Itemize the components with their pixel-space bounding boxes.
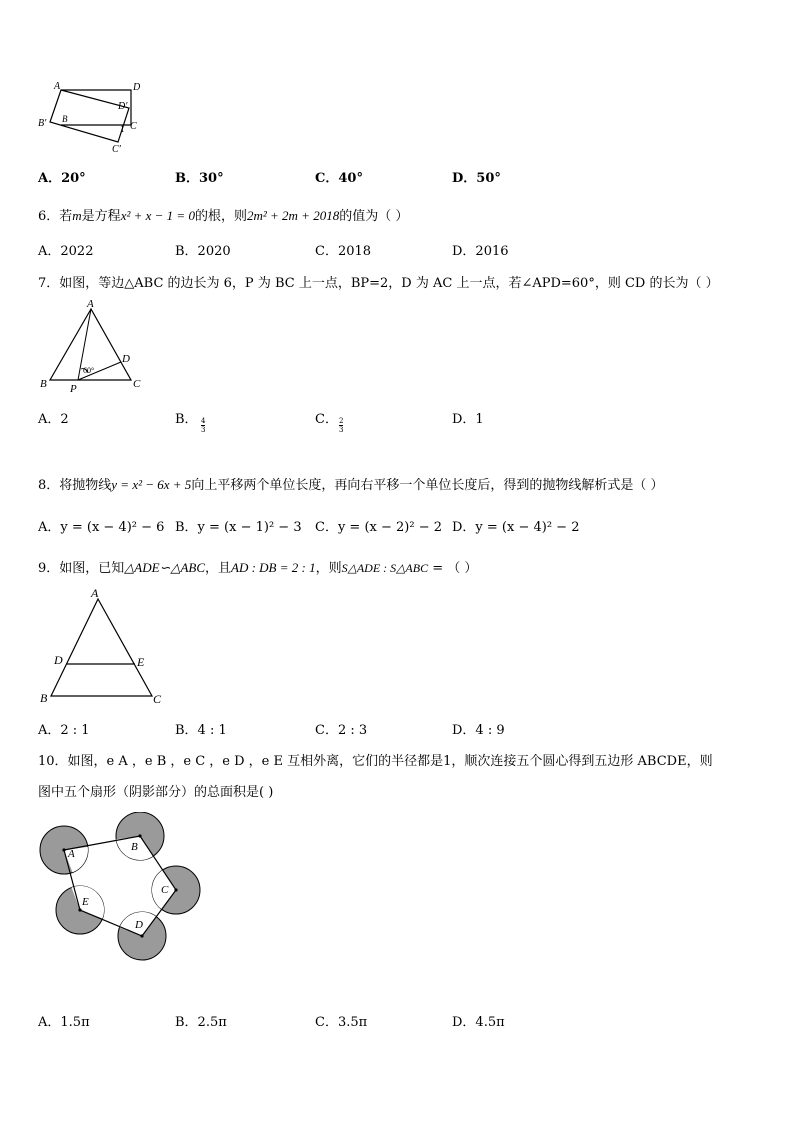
q8-equation: y = x² − 6x + 5 [111,477,192,492]
q6-text1: 是方程 [81,209,121,224]
q10-figure [34,812,204,968]
q5-option-d[interactable]: D．50° [452,171,501,186]
q9-option-b[interactable]: B．4 : 1 [175,723,227,738]
q5-label-C: C [130,121,137,132]
q10-option-b[interactable]: B．2.5π [175,1015,227,1030]
q7-figure [38,297,148,393]
q8-stem [38,474,663,493]
q10-stem-line2: 图中五个扇形（阴影部分）的总面积是( ) [38,785,274,800]
q5-label-B: B [62,114,68,124]
q10-option-a[interactable]: A．1.5π [38,1015,90,1030]
q6-option-b[interactable]: B．2020 [175,244,231,259]
q7-option-d[interactable]: D．1 [452,412,484,427]
q7-label-C: C [133,378,141,390]
q9-label-D: D [54,653,63,667]
q5-option-b[interactable]: B．30° [175,171,224,186]
q9-ratio: AD : DB = 2 : 1 [231,560,316,575]
q6-option-d[interactable]: D．2016 [452,244,509,259]
q10-label-B: B [131,841,138,853]
q7-option-c-denominator: 3 [339,426,344,434]
q5-label-1: 1 [120,124,125,134]
q5-option-a[interactable]: A．20° [38,171,86,186]
q6-num: 6．若 [38,209,73,224]
q6-expression: 2m² + 2m + 2018 [246,208,340,223]
q9-pre: 9．如图，已知 [38,561,125,576]
q8-option-a[interactable]: A．y = (x − 4)² − 6 [38,520,165,535]
q6-stem [38,205,408,224]
q9-stem [38,557,477,576]
q10-option-d[interactable]: D．4.5π [452,1015,505,1030]
q7-option-b-fraction [201,417,205,434]
q7-stem: 7．如图，等边△ABC 的边长为 6，P 为 BC 上一点，BP=2，D 为 AC 上一点，若∠APD=60°，则 CD 的长为（ ） [38,276,719,291]
q8-pre: 8．将抛物线 [38,478,112,493]
q7-angle-label: 60° [83,366,95,375]
q9-areas: S△ADE : S△ABC [341,561,429,575]
q9-mid: ，且 [205,561,232,576]
q10-option-c[interactable]: C．3.5π [315,1015,368,1030]
q5-figure [36,80,146,155]
q6-equation: x² + x − 1 = 0 [120,208,195,223]
q9-option-d[interactable]: D．4 : 9 [452,723,505,738]
q7-option-b-label: B． [175,412,198,427]
q7-option-a[interactable]: A．2 [38,412,69,427]
q8-option-d[interactable]: D．y = (x − 4)² − 2 [452,520,580,535]
q9-figure [38,585,168,707]
q9-option-a[interactable]: A．2 : 1 [38,723,90,738]
q9-post: = （ ） [428,561,478,576]
q6-text3: 的值为（ ） [339,209,409,224]
q8-option-b[interactable]: B．y = (x − 1)² − 3 [175,520,302,535]
q5-label-Dp: D′ [118,101,128,112]
q9-label-E: E [137,655,145,669]
q9-option-c[interactable]: C．2 : 3 [315,723,368,738]
q10-label-A: A [68,848,75,860]
q6-option-c[interactable]: C．2018 [315,244,372,259]
q9-label-C: C [153,692,162,706]
q8-post: 向上平移两个单位长度，再向右平移一个单位长度后，得到的抛物线解析式是（ ） [191,478,664,493]
q8-option-c[interactable]: C．y = (x − 2)² − 2 [315,520,442,535]
q9-triangle-abc [51,599,152,696]
q9-label-A: A [91,586,99,600]
q7-label-D: D [122,353,130,365]
q7-label-A: A [87,298,94,310]
q7-option-b[interactable] [175,408,206,434]
q5-option-c[interactable]: C．40° [315,171,363,186]
q6-text2: 的根，则 [194,209,247,224]
q9-mid2: ，则 [315,561,342,576]
q10-label-C: C [161,884,169,896]
q7-option-c[interactable] [315,408,344,434]
q5-label-D: D [133,82,141,93]
q9-similar: △ADE∽△ABC [124,560,205,575]
q6-option-a[interactable]: A．2022 [38,244,94,259]
q6-var-m: m [72,208,82,223]
q5-label-A: A [54,81,61,92]
q7-option-c-label: C． [315,412,338,427]
q10-label-D: D [135,919,143,931]
q7-option-c-numerator: 2 [339,417,344,425]
q7-option-c-fraction [339,417,343,434]
q7-label-P: P [70,383,77,393]
q10-stem-line1: 10．如图，e A ，e B ，e C ，e D ，e E 互相外离，它们的半径都是1，顺次连接五个圆心得到五边形 ABCDE，则 [38,754,713,769]
q7-option-b-numerator: 4 [201,417,206,425]
q9-label-B: B [40,691,48,705]
q7-label-B: B [40,378,47,390]
q5-label-Cp: C′ [112,144,121,155]
q5-label-Bp: B′ [38,118,47,129]
q7-option-b-denominator: 3 [201,426,206,434]
q10-label-E: E [82,896,89,908]
